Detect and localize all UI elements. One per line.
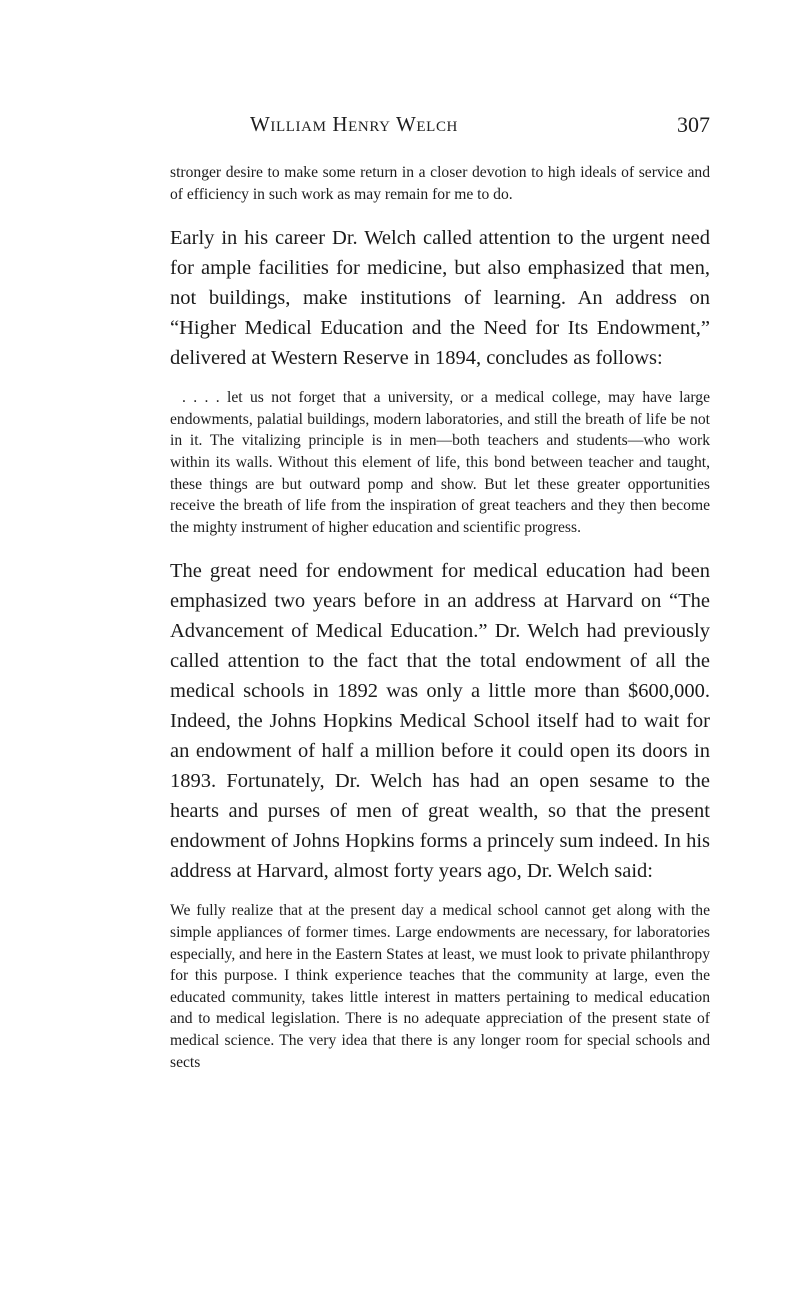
running-header — [170, 112, 710, 142]
page-number: 307 — [677, 112, 710, 137]
block-quote-western-reserve: . . . . let us not forget that a university, or a medical college, may have large endowments, palatial buildings, modern laboratories, and still the breath of life be not in it. The vitalizing principle is in men—both teachers and students—who work within its walls. Without this element of life, this bond between teacher and taught, these things are but outward pomp and show. But let these greater opportunities receive the breath of life from the inspiration of great teachers and they then become the mighty instrument of higher education and scientific progress. — [170, 389, 710, 536]
book-page — [170, 112, 710, 1073]
block-quote-harvard: We fully realize that at the present day a medical school cannot get along with the simple appliances of former times. Large endowments are necessary, for laboratories especially, and here in the Eastern States at least, we must look to private philanthropy for this purpose. I think experience teaches that the community at large, even the educated community, takes little interest in matters pertaining to medical education and to medical legislation. There is no adequate appreciation of the present state of medical science. The very idea that there is any longer room for special schools and sects — [170, 902, 710, 1071]
paragraph-continued-quote: stronger desire to make some return in a closer devotion to high ideals of service and of efficiency in such work as may remain for me to do. — [170, 164, 710, 203]
paragraph-body-early-career: Early in his career Dr. Welch called attention to the urgent need for ample facilities for medicine, but also emphasized that men, not buildings, make institutions of learning. An address on “Higher Medical Education and the Need for Its Endowment,” delivered at Western Reserve in 1894, concludes as follows: — [170, 227, 710, 370]
paragraph-body-endowment: The great need for endowment for medical education had been emphasized two years before in an address at Harvard on “The Advancement of Medical Education.” Dr. Welch had previously called attention to the fact that the total endowment of all the medical schools in 1892 was only a little more than $600,000. Indeed, the Johns Hopkins Medical School itself had to wait for an endowment of half a million before it could open its doors in 1893. Fortunately, Dr. Welch has had an open sesame to the hearts and purses of men of great wealth, so that the present endowment of Johns Hopkins forms a princely sum indeed. In his address at Harvard, almost forty years ago, Dr. Welch said: — [170, 560, 710, 883]
running-title: William Henry Welch — [250, 112, 458, 136]
